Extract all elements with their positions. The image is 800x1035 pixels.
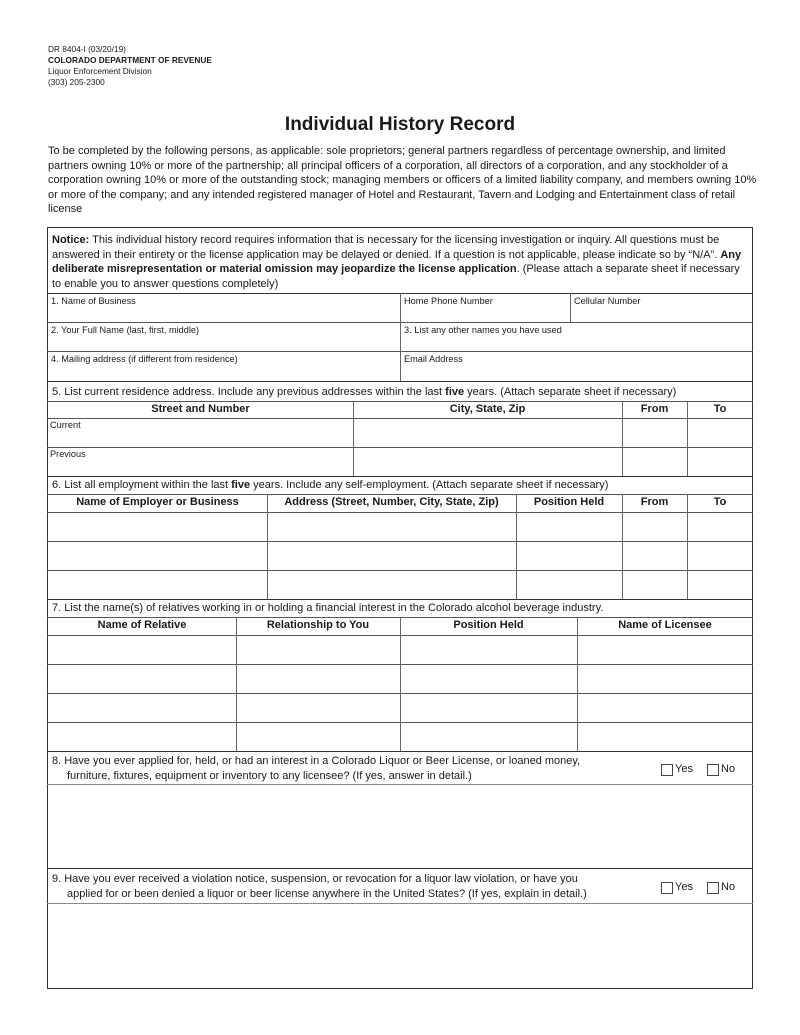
question-8-line2: furniture, fixtures, equipment or inventory to any licensee? (If yes, answer in detail.) [67, 769, 472, 782]
other-names-field[interactable] [401, 323, 752, 351]
relative-row[interactable] [48, 665, 752, 693]
other-names-label: 3. List any other names you have used [404, 325, 562, 335]
full-name-field[interactable] [48, 323, 400, 351]
relative-row[interactable] [48, 636, 752, 664]
notice-label: Notice: [52, 234, 90, 246]
col-name-of-licensee: Name of Licensee [618, 619, 712, 631]
email-field[interactable] [401, 352, 752, 381]
checkbox-icon [707, 882, 719, 894]
question-8-line1: 8. Have you ever applied for, held, or had an interest in a Colorado Liquor or Beer License, or loaned money, [52, 755, 581, 767]
col-relationship: Relationship to You [266, 619, 370, 631]
col-from: From [640, 403, 669, 415]
current-street-field[interactable] [48, 419, 353, 447]
question-9-line1: 9. Have you ever received a violation notice, suspension, or revocation for a liquor law violation, or have you [52, 873, 578, 885]
q8-no-checkbox[interactable]: No [707, 763, 735, 776]
employment-row[interactable] [48, 542, 752, 570]
section6-heading: 6. List all employment within the last five years. Include any self-employment. (Attach separate sheet if necessary) [52, 479, 609, 491]
current-to-field[interactable] [688, 419, 752, 447]
checkbox-icon [707, 764, 719, 776]
name-of-business-field[interactable] [48, 294, 400, 322]
col-address: Address (Street, Number, City, State, Zip) [284, 496, 499, 508]
previous-to-field[interactable] [688, 448, 752, 476]
agency-name: COLORADO DEPARTMENT OF REVENUE [48, 55, 212, 65]
question-8 [52, 754, 642, 783]
mailing-address-label: 4. Mailing address (if different from residence) [51, 354, 238, 364]
cellular-label: Cellular Number [574, 296, 641, 306]
col-position-held: Position Held [533, 496, 605, 508]
row-previous-label: Previous [50, 449, 86, 459]
mailing-address-field[interactable] [48, 352, 400, 381]
notice-warning: Any deliberate misrepresentation or material omission may jeopardize the license application [52, 248, 742, 275]
form-header [48, 44, 212, 88]
col-name-of-relative: Name of Relative [97, 619, 187, 631]
col-street-number: Street and Number [151, 403, 250, 415]
q9-detail-field[interactable] [48, 904, 752, 988]
q8-yes-checkbox[interactable]: Yes [661, 763, 693, 776]
full-name-label: 2. Your Full Name (last, first, middle) [51, 325, 200, 335]
col-city-state-zip: City, State, Zip [449, 403, 526, 415]
employment-row[interactable] [48, 571, 752, 599]
section7-heading: 7. List the name(s) of relatives working in or holding a financial interest in the Colorado alcohol beverage industry. [52, 602, 604, 614]
col-employer: Name of Employer or Business [76, 496, 239, 508]
q9-no-checkbox[interactable]: No [707, 881, 735, 894]
notice-text-end: . (Please attach a separate sheet if necessary to enable you to answer questions completely) [52, 263, 740, 290]
col-to: To [713, 496, 727, 508]
relative-row[interactable] [48, 694, 752, 722]
previous-street-field[interactable] [48, 448, 353, 476]
previous-from-field[interactable] [623, 448, 687, 476]
cellular-field[interactable] [571, 294, 752, 322]
page-title: Individual History Record [284, 114, 516, 135]
question-9-line2: applied for or been denied a liquor or beer license anywhere in the United States? (If yes, explain in detail.) [67, 887, 587, 900]
q8-detail-field[interactable] [48, 785, 752, 868]
question-9 [52, 872, 642, 901]
checkbox-icon [661, 764, 673, 776]
intro-paragraph: To be completed by the following persons, as applicable: sole proprietors; general partners regardless of percentage ownership, and limited partners owning 10% or more of the partnership; all principal officers of a corporation, all directors of a corporation, and any stockholder of a corporation owning 10% or more of the outstanding stock; managing members or officers of a limited liability company, and members owning 10% or more of the company; and any intended registered manager of Hotel and Restaurant, Tavern and Lodging and Entertainment class of retail license [48, 145, 757, 216]
relative-row[interactable] [48, 723, 752, 751]
employment-row[interactable] [48, 513, 752, 541]
name-of-business-label: 1. Name of Business [51, 296, 136, 306]
previous-city-field[interactable] [354, 448, 622, 476]
current-from-field[interactable] [623, 419, 687, 447]
home-phone-field[interactable] [401, 294, 570, 322]
home-phone-label: Home Phone Number [404, 296, 493, 306]
current-city-field[interactable] [354, 419, 622, 447]
email-label: Email Address [404, 354, 463, 364]
notice-text: This individual history record requires information that is necessary for the licensing investigation or inquiry. All questions must be answered in their entirety or the license application may be delayed or denied. If a question is not applicable, please indicate so by “N/A”. [52, 234, 721, 261]
division-phone: (303) 205-2300 [48, 77, 105, 87]
notice [52, 233, 752, 291]
col-position-held: Position Held [453, 619, 524, 631]
col-from: From [640, 496, 669, 508]
row-current-label: Current [50, 420, 81, 430]
division-name: Liquor Enforcement Division [48, 66, 152, 76]
form-id: DR 8404-I (03/20/19) [48, 44, 126, 54]
section5-heading: 5. List current residence address. Include any previous addresses within the last five years. (Attach separate sheet if necessary) [52, 386, 677, 398]
q9-yes-checkbox[interactable]: Yes [661, 881, 693, 894]
checkbox-icon [661, 882, 673, 894]
col-to: To [713, 403, 727, 415]
